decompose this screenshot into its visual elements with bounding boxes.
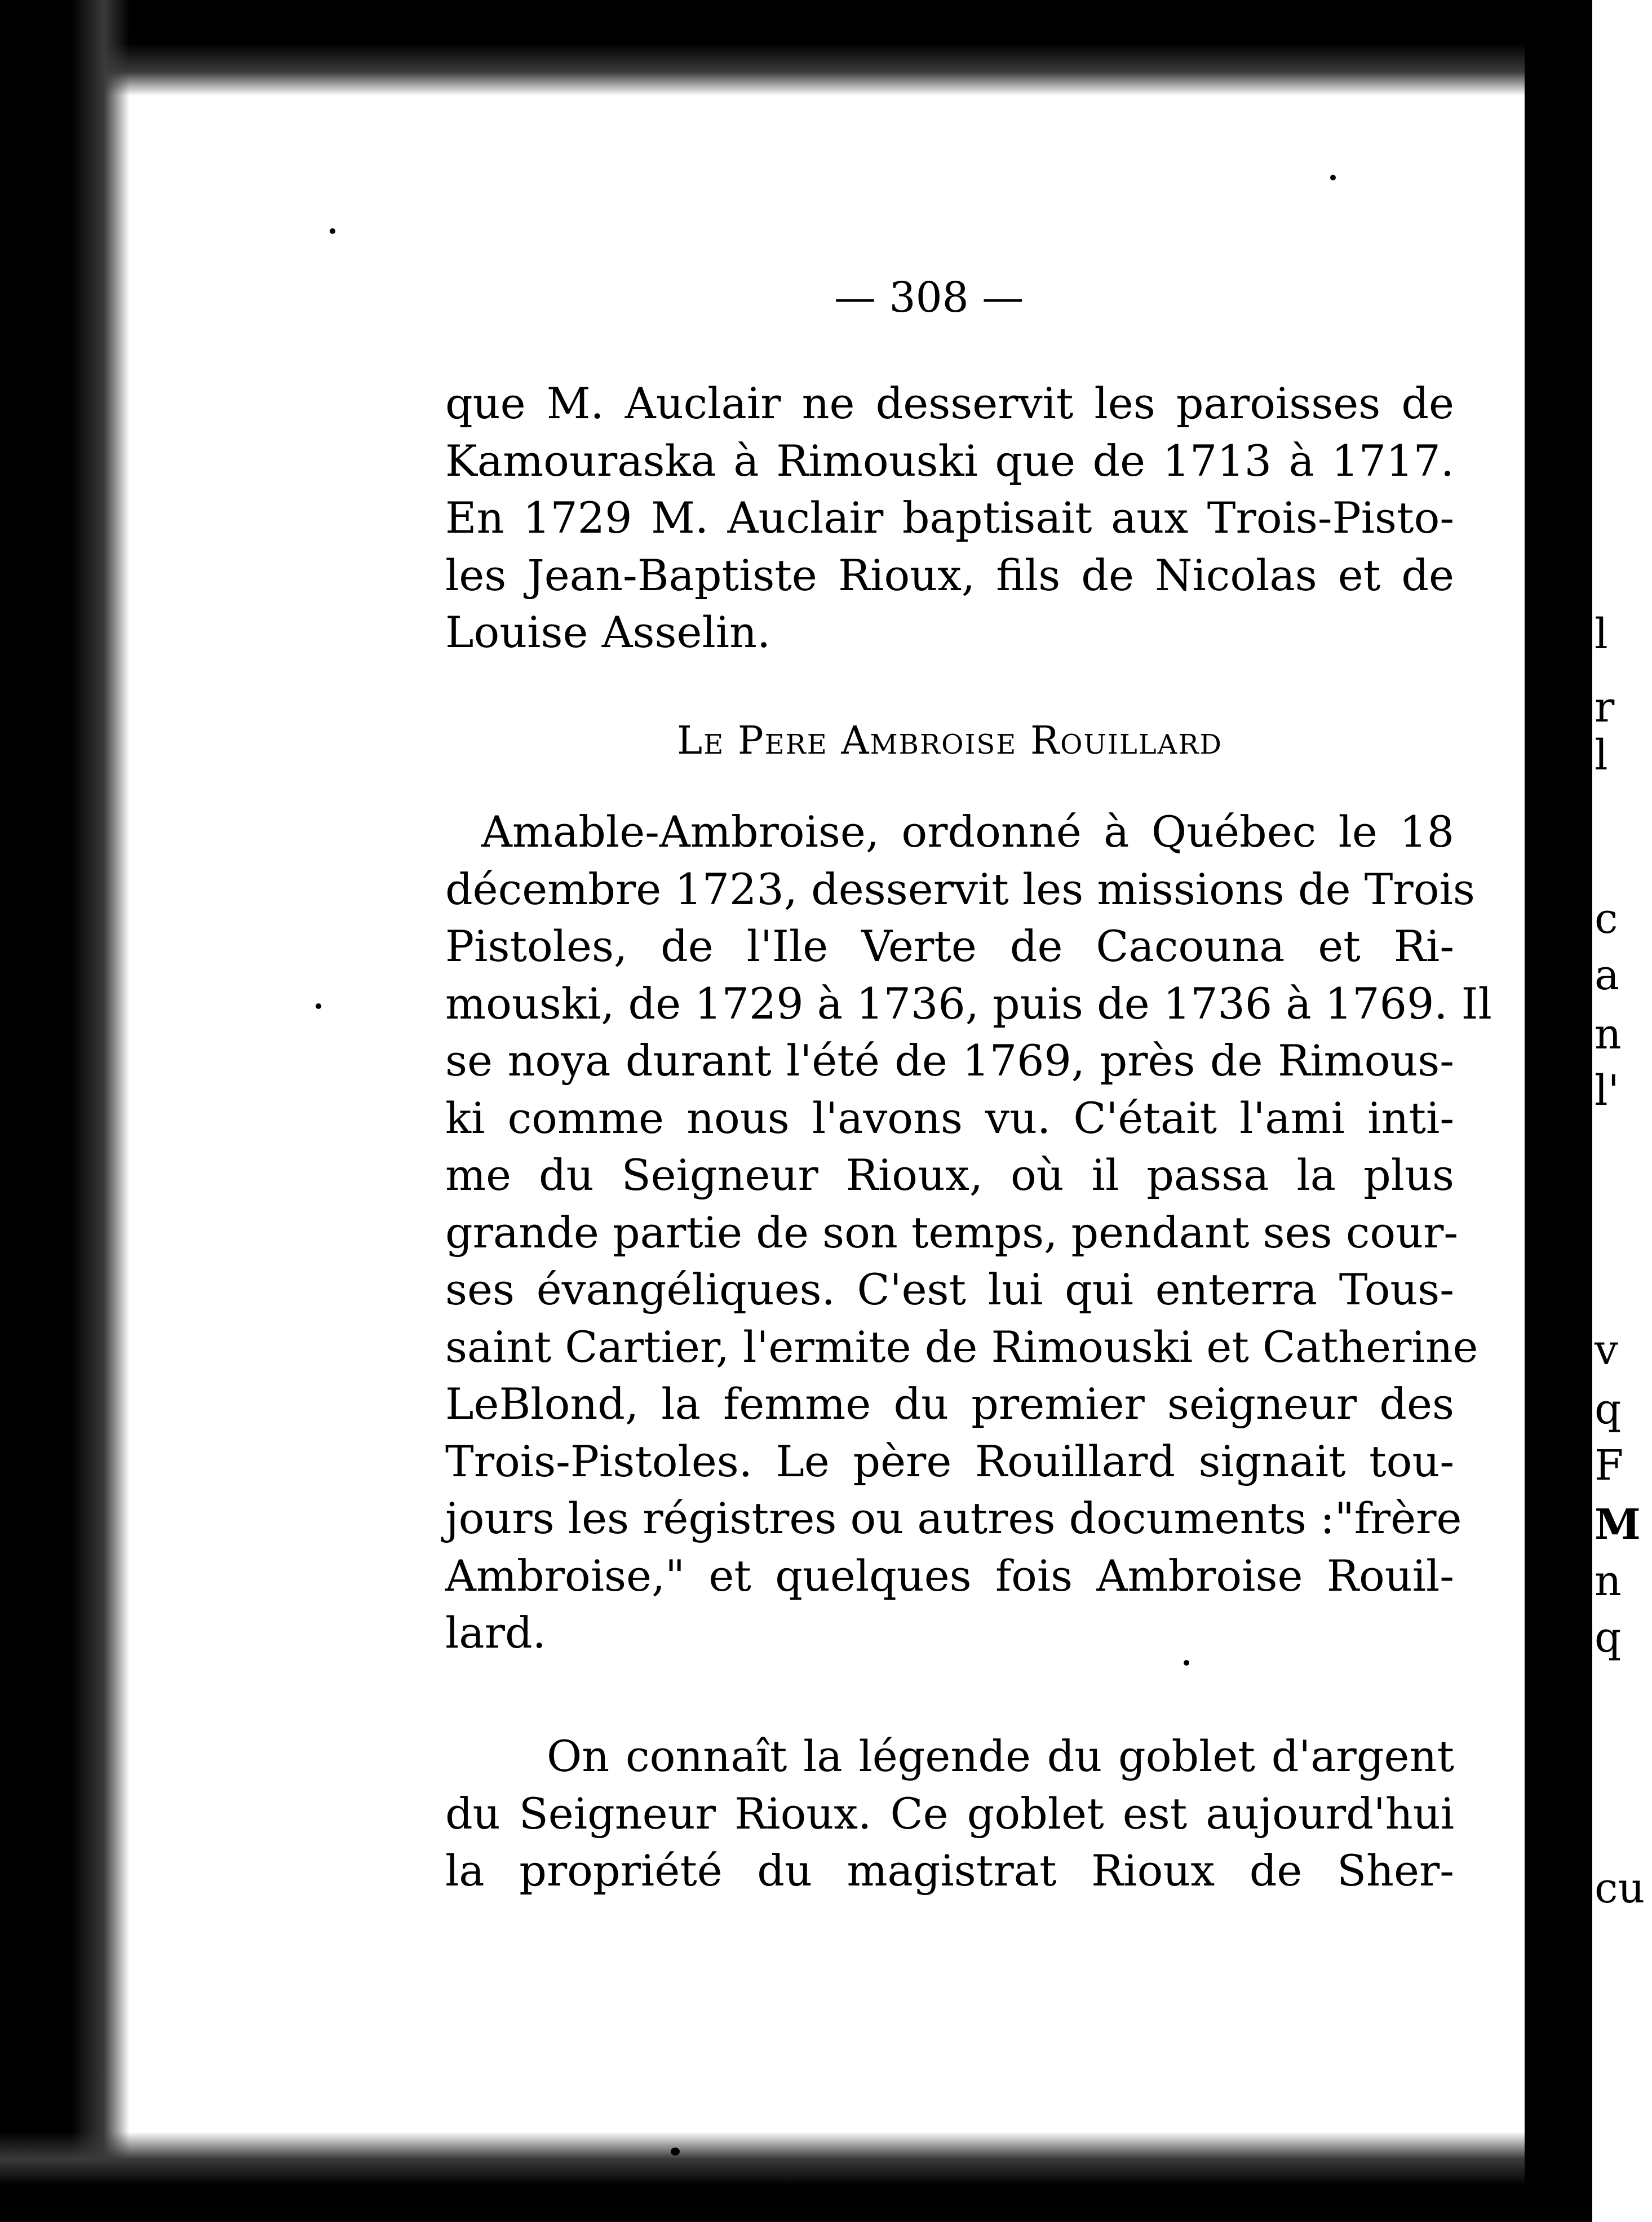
text-line: se noya durant l'été de 1769, près de Rimous- xyxy=(445,1035,1454,1086)
text-line: les Jean-Baptiste Rioux, fils de Nicolas et de xyxy=(445,550,1454,600)
adjacent-fragment: r xyxy=(1595,683,1615,732)
text-line: la propriété du magistrat Rioux de Sher- xyxy=(445,1845,1454,1896)
text-line: grande partie de son temps, pendant ses cour- xyxy=(445,1207,1459,1258)
scan-border-left xyxy=(0,0,130,2222)
text-line: saint Cartier, l'ermite de Rimouski et Catherine xyxy=(445,1321,1478,1372)
adjacent-fragment: q xyxy=(1595,1385,1622,1433)
adjacent-fragment: l' xyxy=(1595,1066,1620,1115)
text-line: que M. Auclair ne desservit les paroisses de xyxy=(445,378,1454,428)
text-line: Ambroise," et quelques fois Ambroise Rouil- xyxy=(445,1550,1454,1601)
page-number: — 308 — xyxy=(834,273,1024,322)
text-line: lard. xyxy=(445,1608,546,1658)
text-line: Trois-Pistoles. Le père Rouillard signait tou- xyxy=(445,1436,1454,1486)
scan-speck xyxy=(330,228,335,234)
scan-border-top xyxy=(0,0,1652,96)
adjacent-fragment: c xyxy=(1595,895,1618,943)
scan-speck xyxy=(316,1003,321,1009)
scan-speck xyxy=(671,2148,680,2155)
adjacent-fragment: cu xyxy=(1595,1864,1645,1913)
text-line: me du Seigneur Rioux, où il passa la plus xyxy=(445,1150,1454,1200)
adjacent-fragment: l xyxy=(1595,610,1608,658)
adjacent-fragment: q xyxy=(1595,1613,1622,1662)
page-gutter xyxy=(1525,0,1592,2222)
text-line: mouski, de 1729 à 1736, puis de 1736 à 1769. Il xyxy=(445,978,1492,1029)
text-line: décembre 1723, desservit les missions de Trois xyxy=(445,864,1475,914)
text-line: LeBlond, la femme du premier seigneur des xyxy=(445,1379,1454,1429)
adjacent-page-edge xyxy=(1592,0,1652,2222)
text-line: Amable-Ambroise, ordonné à Québec le 18 xyxy=(481,807,1454,857)
text-line: Pistoles, de l'Ile Verte de Cacouna et Ri- xyxy=(445,921,1454,971)
paragraph-goblet xyxy=(445,1728,1454,1900)
paragraph-rouillard xyxy=(445,803,1492,1662)
text-line: du Seigneur Rioux. Ce goblet est aujourd'hui xyxy=(445,1788,1454,1839)
text-line: ki comme nous l'avons vu. C'était l'ami inti- xyxy=(445,1092,1454,1143)
text-line: jours les régistres ou autres documents :"frère xyxy=(445,1493,1462,1543)
adjacent-fragment: a xyxy=(1595,951,1620,999)
scan-speck xyxy=(1330,175,1336,180)
text-line: On connaît la légende du goblet d'argent xyxy=(547,1731,1454,1781)
text-line: Kamouraska à Rimouski que de 1713 à 1717. xyxy=(445,435,1454,486)
adjacent-fragment: F xyxy=(1595,1441,1624,1490)
adjacent-fragment: n xyxy=(1595,1010,1622,1059)
text-line: ses évangéliques. C'est lui qui enterra Tous- xyxy=(445,1264,1454,1314)
paragraph-auclair xyxy=(445,375,1454,661)
adjacent-fragment: n xyxy=(1595,1557,1622,1605)
adjacent-fragment: M xyxy=(1595,1500,1641,1549)
scan-border-bottom xyxy=(0,2132,1652,2222)
section-heading: Le Pere Ambroise Rouillard xyxy=(677,719,1223,763)
text-line: Louise Asselin. xyxy=(445,607,771,657)
adjacent-fragment: v xyxy=(1595,1326,1618,1374)
text-line: En 1729 M. Auclair baptisait aux Trois-Pisto- xyxy=(445,493,1454,543)
adjacent-fragment: l xyxy=(1595,731,1608,780)
